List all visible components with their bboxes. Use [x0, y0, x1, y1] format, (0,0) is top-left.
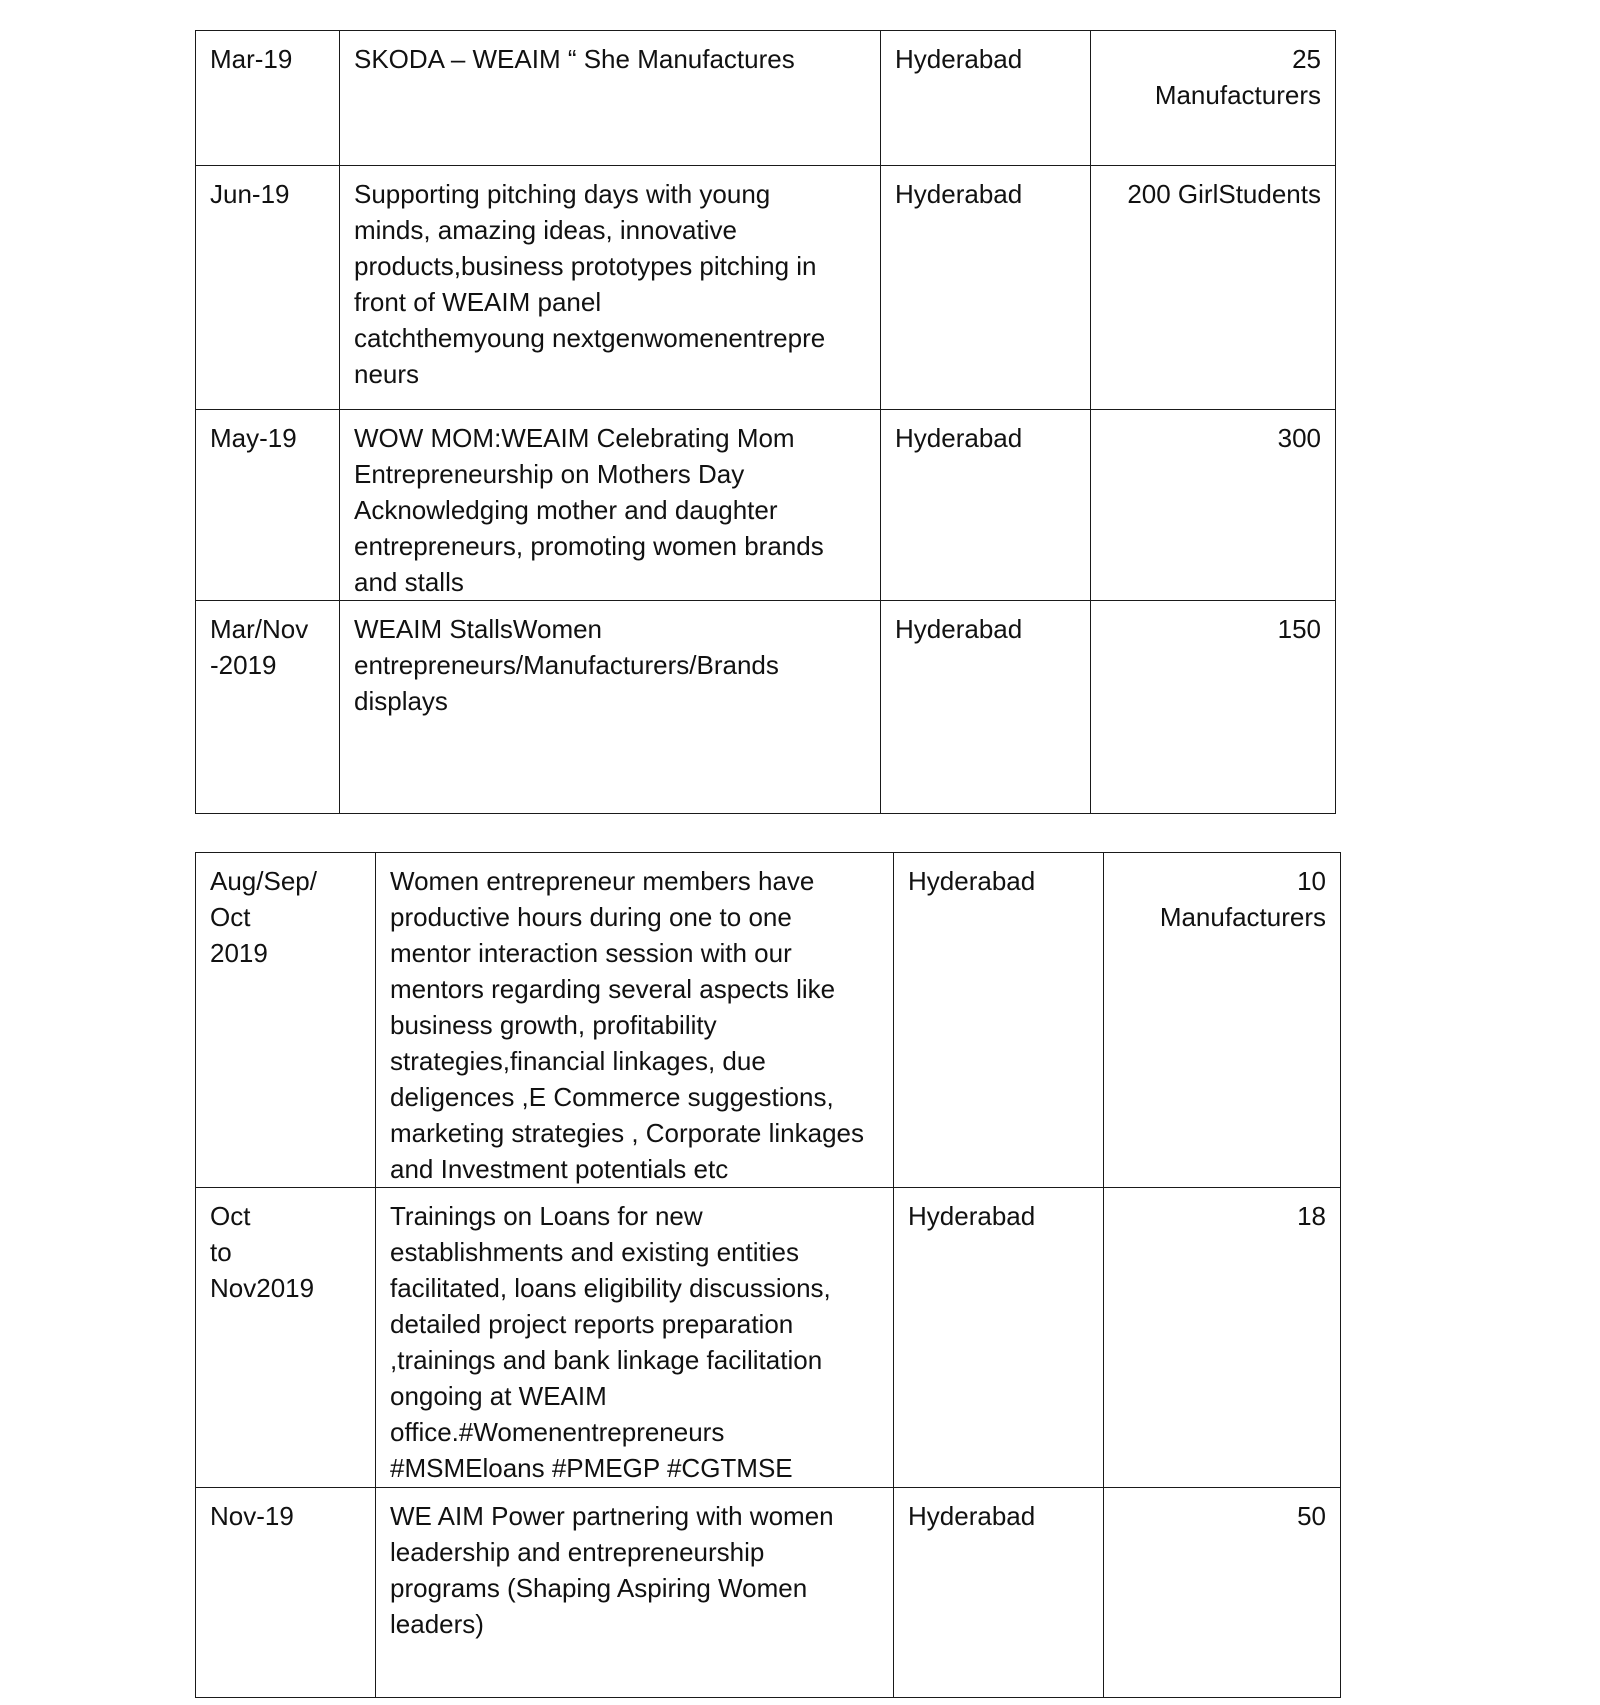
date-cell: Oct to Nov2019 — [196, 1188, 376, 1488]
count-cell: 10 Manufacturers — [1104, 853, 1341, 1188]
table-row — [196, 601, 1336, 814]
event-cell: WOW MOM:WEAIM Celebrating Mom Entrepreneurship on Mothers Day Acknowledging mother and daughter entrepreneurs, promoting women brands and stalls — [340, 410, 881, 601]
date-cell: Mar/Nov -2019 — [196, 601, 340, 814]
event-cell: WEAIM StallsWomen entrepreneurs/Manufacturers/Brands displays — [340, 601, 881, 814]
location-cell: Hyderabad — [894, 853, 1104, 1188]
table-row — [196, 1188, 1341, 1488]
location-cell: Hyderabad — [881, 166, 1091, 410]
location-cell: Hyderabad — [894, 1188, 1104, 1488]
event-cell: WE AIM Power partnering with women leadership and entrepreneurship programs (Shaping Aspiring Women leaders) — [376, 1488, 894, 1698]
event-cell: Trainings on Loans for new establishments and existing entities facilitated, loans eligibility discussions, detailed project reports preparation ,trainings and bank linkage facilitation ongoing at WEAIM office.#Womenentrepreneurs #MSMEloans #PMEGP #CGTMSE — [376, 1188, 894, 1488]
date-cell: Nov-19 — [196, 1488, 376, 1698]
events-table-2 — [195, 852, 1341, 1698]
count-cell: 25 Manufacturers — [1091, 31, 1336, 166]
table-row — [196, 1488, 1341, 1698]
events-table-1 — [195, 30, 1336, 814]
location-cell: Hyderabad — [894, 1488, 1104, 1698]
count-cell: 200 GirlStudents — [1091, 166, 1336, 410]
date-cell: May-19 — [196, 410, 340, 601]
location-cell: Hyderabad — [881, 31, 1091, 166]
count-cell: 18 — [1104, 1188, 1341, 1488]
date-cell: Jun-19 — [196, 166, 340, 410]
count-cell: 150 — [1091, 601, 1336, 814]
table-row — [196, 31, 1336, 166]
location-cell: Hyderabad — [881, 410, 1091, 601]
date-cell: Mar-19 — [196, 31, 340, 166]
table-row — [196, 166, 1336, 410]
location-cell: Hyderabad — [881, 601, 1091, 814]
table-row — [196, 410, 1336, 601]
count-cell: 50 — [1104, 1488, 1341, 1698]
table-row — [196, 853, 1341, 1188]
event-cell: Women entrepreneur members have productive hours during one to one mentor interaction session with our mentors regarding several aspects like business growth, profitability strategies,financial linkages, due deligences ,E Commerce suggestions, marketing strategies , Corporate linkages and Investment potentials etc — [376, 853, 894, 1188]
date-cell: Aug/Sep/ Oct 2019 — [196, 853, 376, 1188]
event-cell: SKODA – WEAIM “ She Manufactures — [340, 31, 881, 166]
count-cell: 300 — [1091, 410, 1336, 601]
event-cell: Supporting pitching days with young minds, amazing ideas, innovative products,business prototypes pitching in front of WEAIM panel catchthemyoung nextgenwomenentrepre neurs — [340, 166, 881, 410]
